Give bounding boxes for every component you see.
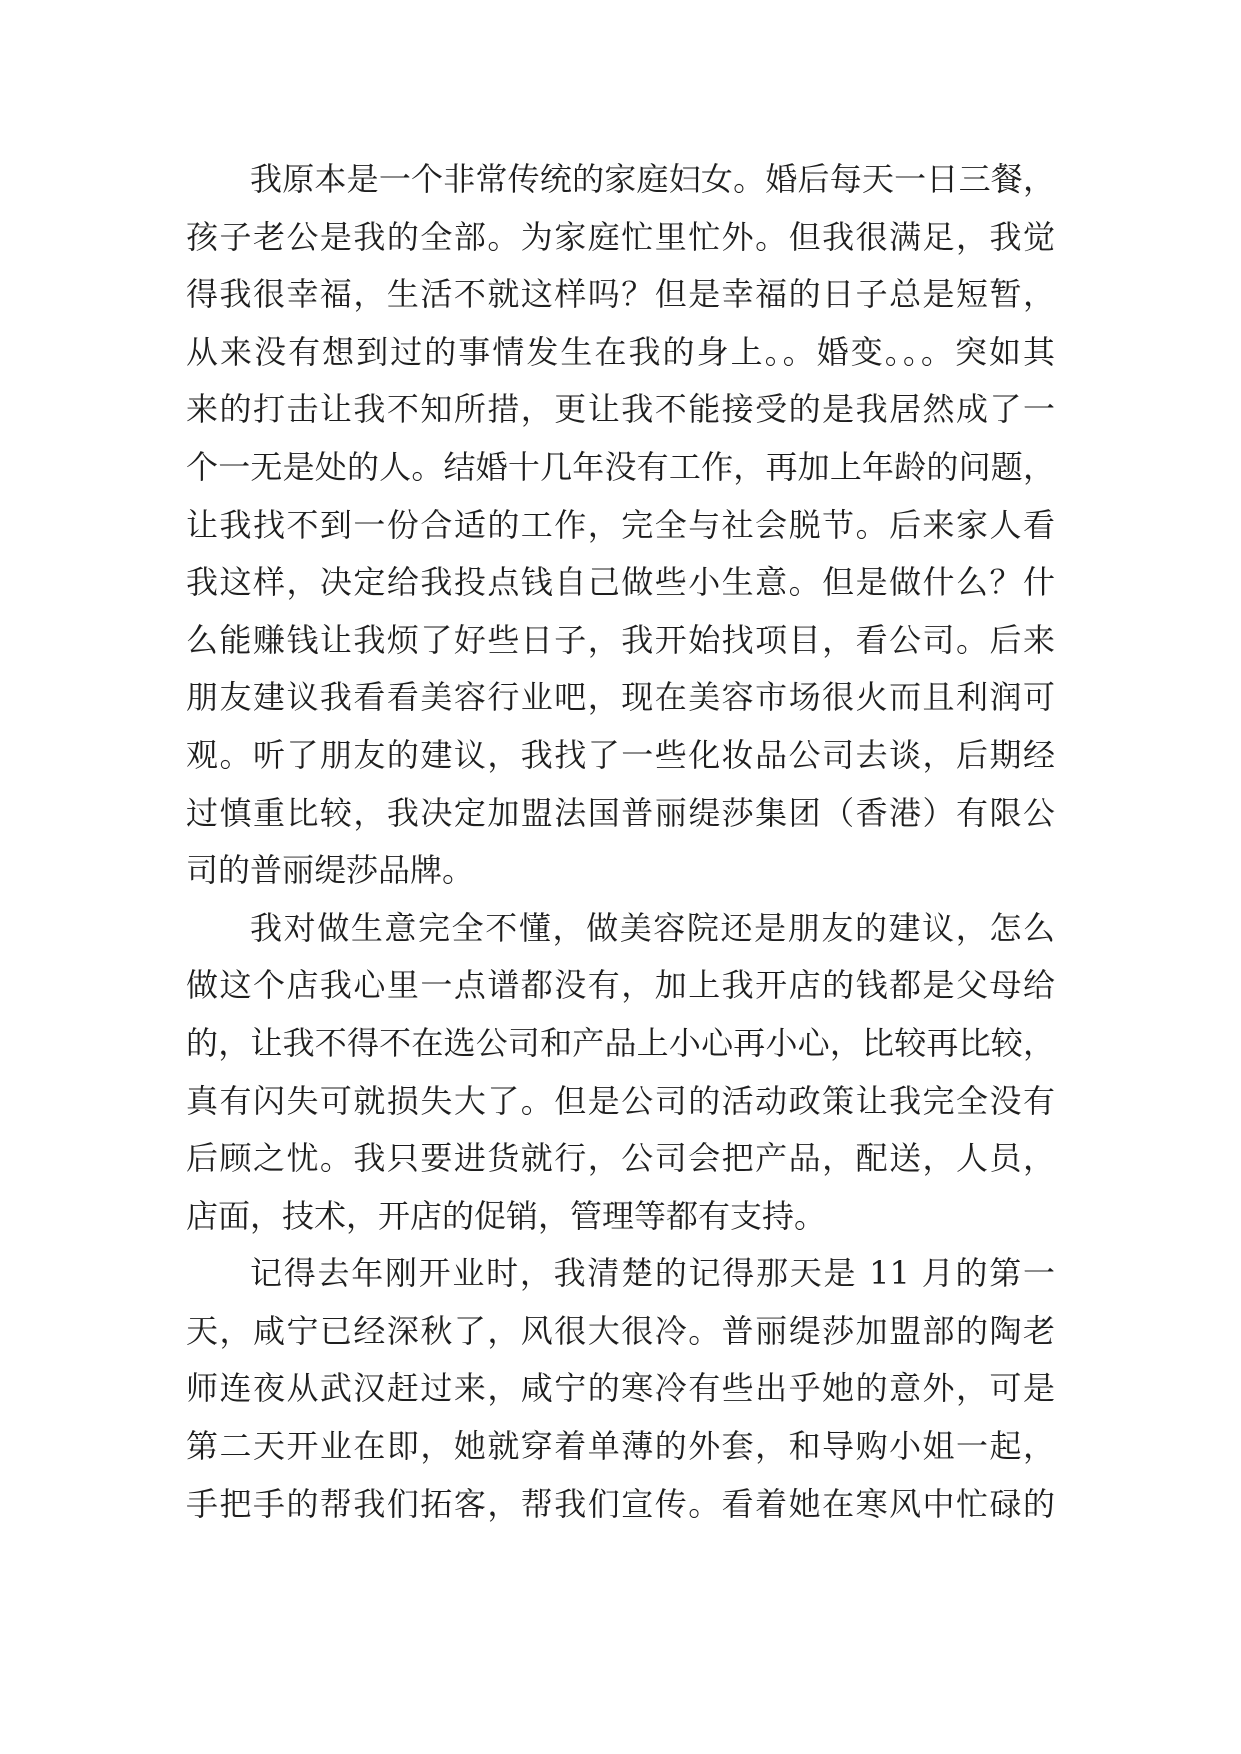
text-line: 的，让我不得不在选公司和产品上小心再小心，比较再比较， bbox=[186, 1023, 1055, 1062]
text-line: 让我找不到一份合适的工作，完全与社会脱节。后来家人看 bbox=[186, 505, 1055, 544]
text-line: 后顾之忧。我只要进货就行，公司会把产品，配送，人员， bbox=[186, 1139, 1055, 1178]
text-line: 孩子老公是我的全部。为家庭忙里忙外。但我很满足，我觉 bbox=[186, 217, 1055, 256]
text-line: 我原本是一个非常传统的家庭妇女。婚后每天一日三餐， bbox=[250, 160, 1055, 198]
text-line: 记得去年刚开业时，我清楚的记得那天是 11 月的第一 bbox=[250, 1254, 1055, 1293]
text-line: 天，咸宁已经深秋了，风很大很冷。普丽缇莎加盟部的陶老 bbox=[186, 1311, 1055, 1350]
paragraph bbox=[186, 1245, 1055, 1533]
text-line: 手把手的帮我们拓客，帮我们宣传。看着她在寒风中忙碌的 bbox=[186, 1484, 1055, 1523]
text-line: 朋友建议我看看美容行业吧，现在美容市场很火而且利润可 bbox=[186, 678, 1055, 717]
text-line: 么能赚钱让我烦了好些日子，我开始找项目，看公司。后来 bbox=[186, 620, 1055, 659]
text-line: 从来没有想到过的事情发生在我的身上。。婚变。。。突如其 bbox=[186, 332, 1055, 371]
text-line: 我这样，决定给我投点钱自己做些小生意。但是做什么？什 bbox=[186, 563, 1055, 602]
text-line: 司的普丽缇莎品牌。 bbox=[186, 851, 475, 890]
text-line: 观。听了朋友的建议，我找了一些化妆品公司去谈，后期经 bbox=[186, 735, 1055, 774]
text-line: 店面，技术，开店的促销，管理等都有支持。 bbox=[186, 1196, 827, 1235]
text-line: 来的打击让我不知所措，更让我不能接受的是我居然成了一 bbox=[186, 390, 1055, 429]
text-line: 师连夜从武汉赶过来，咸宁的寒冷有些出乎她的意外，可是 bbox=[186, 1369, 1055, 1408]
text-line: 第二天开业在即，她就穿着单薄的外套，和导购小姐一起， bbox=[186, 1427, 1055, 1466]
body-text bbox=[186, 151, 1055, 1533]
text-line: 个一无是处的人。结婚十几年没有工作，再加上年龄的问题， bbox=[186, 447, 1055, 486]
paragraph bbox=[186, 900, 1055, 1246]
text-line: 做这个店我心里一点谱都没有，加上我开店的钱都是父母给 bbox=[186, 966, 1055, 1005]
paragraph bbox=[186, 151, 1055, 900]
text-line: 真有闪失可就损失大了。但是公司的活动政策让我完全没有 bbox=[186, 1081, 1055, 1120]
text-line: 我对做生意完全不懂，做美容院还是朋友的建议，怎么 bbox=[250, 908, 1055, 947]
text-line: 过慎重比较，我决定加盟法国普丽缇莎集团（香港）有限公 bbox=[186, 793, 1055, 832]
text-line: 得我很幸福，生活不就这样吗？但是幸福的日子总是短暂， bbox=[186, 275, 1055, 314]
